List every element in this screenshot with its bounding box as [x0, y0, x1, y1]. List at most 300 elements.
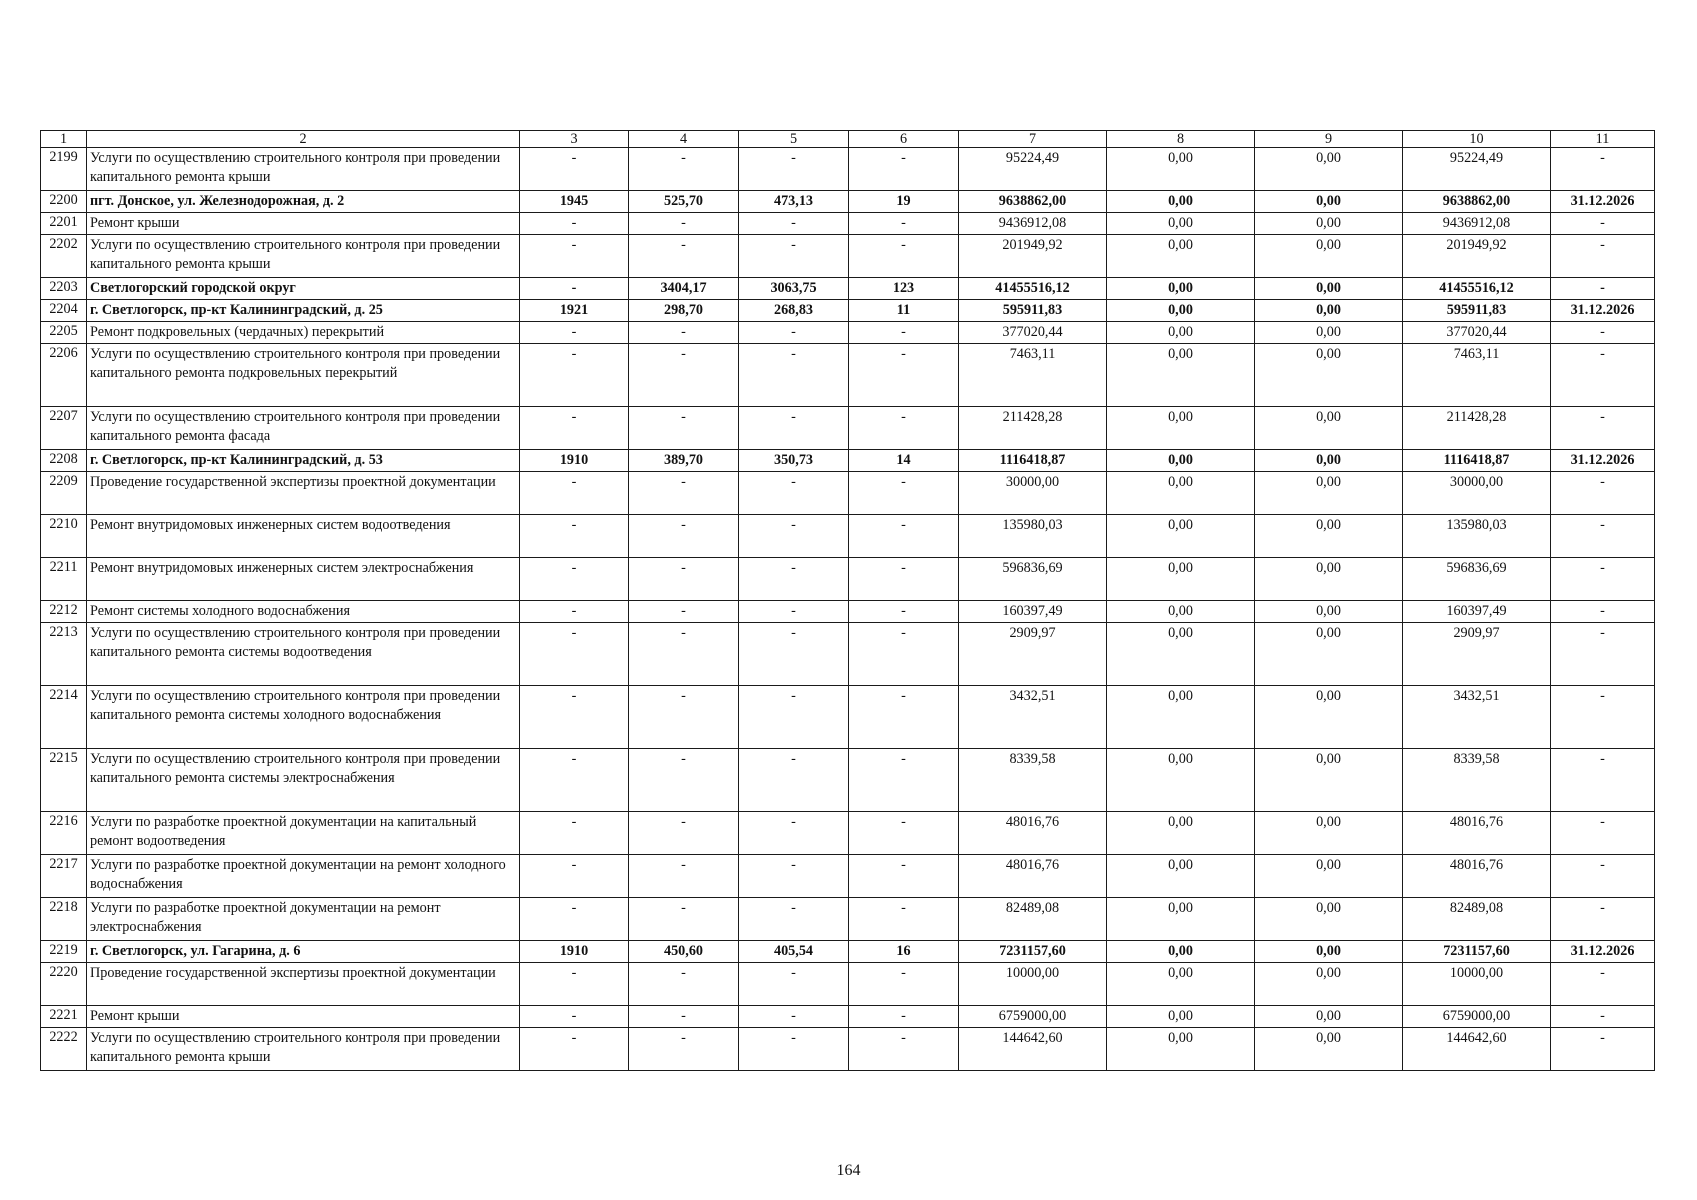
- residents-cell: -: [849, 855, 959, 898]
- subsidy-cell: 0,00: [1255, 558, 1403, 601]
- area-total-cell: -: [629, 235, 739, 278]
- area-total-cell: -: [629, 1006, 739, 1028]
- owner-funds-cell: 211428,28: [1403, 407, 1551, 450]
- fund-cell: 0,00: [1107, 963, 1255, 1006]
- row-index-cell: 2220: [41, 963, 87, 1006]
- row-index-cell: 2222: [41, 1028, 87, 1071]
- owner-funds-cell: 377020,44: [1403, 322, 1551, 344]
- year-cell: -: [520, 558, 629, 601]
- fund-cell: 0,00: [1107, 472, 1255, 515]
- table-row: [41, 407, 1655, 450]
- area-living-cell: -: [739, 558, 849, 601]
- deadline-cell: -: [1551, 812, 1655, 855]
- deadline-cell: 31.12.2026: [1551, 300, 1655, 322]
- row-index-cell: 2207: [41, 407, 87, 450]
- area-total-cell: 389,70: [629, 450, 739, 472]
- area-living-cell: -: [739, 213, 849, 235]
- subsidy-cell: 0,00: [1255, 686, 1403, 749]
- total-cost-cell: 30000,00: [959, 472, 1107, 515]
- area-living-cell: -: [739, 1006, 849, 1028]
- area-living-cell: -: [739, 686, 849, 749]
- owner-funds-cell: 8339,58: [1403, 749, 1551, 812]
- deadline-cell: -: [1551, 344, 1655, 407]
- table-row: [41, 450, 1655, 472]
- fund-cell: 0,00: [1107, 623, 1255, 686]
- subsidy-cell: 0,00: [1255, 963, 1403, 1006]
- fund-cell: 0,00: [1107, 686, 1255, 749]
- description-cell: Услуги по разработке проектной документации на ремонт электроснабжения: [87, 898, 520, 941]
- description-cell: Услуги по осуществлению строительного контроля при проведении капитального ремонта системы электроснабжения: [87, 749, 520, 812]
- area-living-cell: -: [739, 601, 849, 623]
- description-cell: Услуги по осуществлению строительного контроля при проведении капитального ремонта крыши: [87, 148, 520, 191]
- year-cell: -: [520, 1006, 629, 1028]
- description-cell: Ремонт внутридомовых инженерных систем водоотведения: [87, 515, 520, 558]
- area-living-cell: 268,83: [739, 300, 849, 322]
- area-total-cell: -: [629, 148, 739, 191]
- total-cost-cell: 135980,03: [959, 515, 1107, 558]
- residents-cell: -: [849, 558, 959, 601]
- description-cell: г. Светлогорск, пр-кт Калининградский, д. 25: [87, 300, 520, 322]
- total-cost-cell: 95224,49: [959, 148, 1107, 191]
- fund-cell: 0,00: [1107, 898, 1255, 941]
- total-cost-cell: 9638862,00: [959, 191, 1107, 213]
- fund-cell: 0,00: [1107, 322, 1255, 344]
- description-cell: Услуги по осуществлению строительного контроля при проведении капитального ремонта системы водоотведения: [87, 623, 520, 686]
- residents-cell: -: [849, 472, 959, 515]
- description-cell: Услуги по осуществлению строительного контроля при проведении капитального ремонта подкровельных перекрытий: [87, 344, 520, 407]
- fund-cell: 0,00: [1107, 941, 1255, 963]
- subsidy-cell: 0,00: [1255, 213, 1403, 235]
- total-cost-cell: 377020,44: [959, 322, 1107, 344]
- fund-cell: 0,00: [1107, 450, 1255, 472]
- owner-funds-cell: 48016,76: [1403, 812, 1551, 855]
- deadline-cell: -: [1551, 558, 1655, 601]
- owner-funds-cell: 6759000,00: [1403, 1006, 1551, 1028]
- deadline-cell: -: [1551, 322, 1655, 344]
- table-row: [41, 322, 1655, 344]
- row-index-cell: 2210: [41, 515, 87, 558]
- subsidy-cell: 0,00: [1255, 1006, 1403, 1028]
- owner-funds-cell: 160397,49: [1403, 601, 1551, 623]
- row-index-cell: 2199: [41, 148, 87, 191]
- description-cell: Ремонт крыши: [87, 1006, 520, 1028]
- table-row: [41, 812, 1655, 855]
- fund-cell: 0,00: [1107, 407, 1255, 450]
- deadline-cell: -: [1551, 213, 1655, 235]
- area-total-cell: -: [629, 515, 739, 558]
- owner-funds-cell: 7463,11: [1403, 344, 1551, 407]
- header-cell: 10: [1403, 131, 1551, 148]
- year-cell: -: [520, 515, 629, 558]
- subsidy-cell: 0,00: [1255, 1028, 1403, 1071]
- owner-funds-cell: 1116418,87: [1403, 450, 1551, 472]
- description-cell: Светлогорский городской округ: [87, 278, 520, 300]
- total-cost-cell: 596836,69: [959, 558, 1107, 601]
- fund-cell: 0,00: [1107, 855, 1255, 898]
- row-index-cell: 2204: [41, 300, 87, 322]
- description-cell: Услуги по разработке проектной документации на капитальный ремонт водоотведения: [87, 812, 520, 855]
- subsidy-cell: 0,00: [1255, 322, 1403, 344]
- subsidy-cell: 0,00: [1255, 941, 1403, 963]
- area-living-cell: -: [739, 344, 849, 407]
- table-row: [41, 855, 1655, 898]
- year-cell: -: [520, 898, 629, 941]
- area-total-cell: -: [629, 898, 739, 941]
- row-index-cell: 2214: [41, 686, 87, 749]
- area-living-cell: -: [739, 812, 849, 855]
- area-living-cell: 3063,75: [739, 278, 849, 300]
- owner-funds-cell: 10000,00: [1403, 963, 1551, 1006]
- row-index-cell: 2206: [41, 344, 87, 407]
- subsidy-cell: 0,00: [1255, 472, 1403, 515]
- description-cell: Услуги по осуществлению строительного контроля при проведении капитального ремонта системы холодного водоснабжения: [87, 686, 520, 749]
- residents-cell: -: [849, 601, 959, 623]
- owner-funds-cell: 135980,03: [1403, 515, 1551, 558]
- fund-cell: 0,00: [1107, 601, 1255, 623]
- residents-cell: 14: [849, 450, 959, 472]
- table-row: [41, 558, 1655, 601]
- residents-cell: -: [849, 344, 959, 407]
- description-cell: Ремонт крыши: [87, 213, 520, 235]
- table-row: [41, 1028, 1655, 1071]
- column-number-header: [41, 131, 1655, 148]
- deadline-cell: -: [1551, 472, 1655, 515]
- description-cell: Услуги по осуществлению строительного контроля при проведении капитального ремонта крыши: [87, 235, 520, 278]
- fund-cell: 0,00: [1107, 278, 1255, 300]
- row-index-cell: 2216: [41, 812, 87, 855]
- subsidy-cell: 0,00: [1255, 515, 1403, 558]
- year-cell: 1910: [520, 450, 629, 472]
- total-cost-cell: 211428,28: [959, 407, 1107, 450]
- row-index-cell: 2203: [41, 278, 87, 300]
- row-index-cell: 2215: [41, 749, 87, 812]
- area-total-cell: -: [629, 812, 739, 855]
- area-total-cell: -: [629, 963, 739, 1006]
- residents-cell: -: [849, 148, 959, 191]
- area-total-cell: -: [629, 472, 739, 515]
- owner-funds-cell: 41455516,12: [1403, 278, 1551, 300]
- description-cell: г. Светлогорск, ул. Гагарина, д. 6: [87, 941, 520, 963]
- table-row: [41, 235, 1655, 278]
- residents-cell: -: [849, 1006, 959, 1028]
- deadline-cell: -: [1551, 601, 1655, 623]
- row-index-cell: 2219: [41, 941, 87, 963]
- residents-cell: -: [849, 686, 959, 749]
- deadline-cell: -: [1551, 898, 1655, 941]
- year-cell: 1921: [520, 300, 629, 322]
- area-living-cell: 473,13: [739, 191, 849, 213]
- total-cost-cell: 48016,76: [959, 812, 1107, 855]
- residents-cell: 123: [849, 278, 959, 300]
- description-cell: Проведение государственной экспертизы проектной документации: [87, 963, 520, 1006]
- residents-cell: 16: [849, 941, 959, 963]
- table-row: [41, 278, 1655, 300]
- description-cell: Проведение государственной экспертизы проектной документации: [87, 472, 520, 515]
- area-total-cell: 525,70: [629, 191, 739, 213]
- area-total-cell: -: [629, 749, 739, 812]
- fund-cell: 0,00: [1107, 812, 1255, 855]
- table-row: [41, 601, 1655, 623]
- area-living-cell: -: [739, 515, 849, 558]
- year-cell: 1945: [520, 191, 629, 213]
- area-total-cell: 450,60: [629, 941, 739, 963]
- area-living-cell: -: [739, 963, 849, 1006]
- area-total-cell: -: [629, 322, 739, 344]
- residents-cell: -: [849, 749, 959, 812]
- total-cost-cell: 160397,49: [959, 601, 1107, 623]
- owner-funds-cell: 48016,76: [1403, 855, 1551, 898]
- residents-cell: -: [849, 235, 959, 278]
- area-living-cell: -: [739, 623, 849, 686]
- description-cell: Услуги по разработке проектной документации на ремонт холодного водоснабжения: [87, 855, 520, 898]
- subsidy-cell: 0,00: [1255, 191, 1403, 213]
- header-cell: 3: [520, 131, 629, 148]
- total-cost-cell: 2909,97: [959, 623, 1107, 686]
- deadline-cell: -: [1551, 1028, 1655, 1071]
- owner-funds-cell: 9436912,08: [1403, 213, 1551, 235]
- year-cell: -: [520, 812, 629, 855]
- fund-cell: 0,00: [1107, 344, 1255, 407]
- owner-funds-cell: 7231157,60: [1403, 941, 1551, 963]
- owner-funds-cell: 95224,49: [1403, 148, 1551, 191]
- row-index-cell: 2202: [41, 235, 87, 278]
- year-cell: 1910: [520, 941, 629, 963]
- residents-cell: -: [849, 515, 959, 558]
- total-cost-cell: 144642,60: [959, 1028, 1107, 1071]
- year-cell: -: [520, 601, 629, 623]
- table-row: [41, 941, 1655, 963]
- owner-funds-cell: 595911,83: [1403, 300, 1551, 322]
- area-total-cell: -: [629, 213, 739, 235]
- year-cell: -: [520, 1028, 629, 1071]
- description-cell: пгт. Донское, ул. Железнодорожная, д. 2: [87, 191, 520, 213]
- program-table-sheet: [40, 130, 1655, 1071]
- table-row: [41, 472, 1655, 515]
- fund-cell: 0,00: [1107, 213, 1255, 235]
- table-row: [41, 963, 1655, 1006]
- owner-funds-cell: 9638862,00: [1403, 191, 1551, 213]
- subsidy-cell: 0,00: [1255, 855, 1403, 898]
- header-cell: 6: [849, 131, 959, 148]
- fund-cell: 0,00: [1107, 749, 1255, 812]
- area-total-cell: -: [629, 601, 739, 623]
- area-living-cell: -: [739, 407, 849, 450]
- table-row: [41, 148, 1655, 191]
- residents-cell: -: [849, 1028, 959, 1071]
- year-cell: -: [520, 472, 629, 515]
- year-cell: -: [520, 322, 629, 344]
- area-total-cell: -: [629, 1028, 739, 1071]
- subsidy-cell: 0,00: [1255, 407, 1403, 450]
- header-cell: 2: [87, 131, 520, 148]
- header-cell: 5: [739, 131, 849, 148]
- fund-cell: 0,00: [1107, 300, 1255, 322]
- subsidy-cell: 0,00: [1255, 235, 1403, 278]
- area-living-cell: -: [739, 855, 849, 898]
- subsidy-cell: 0,00: [1255, 450, 1403, 472]
- row-index-cell: 2201: [41, 213, 87, 235]
- subsidy-cell: 0,00: [1255, 601, 1403, 623]
- deadline-cell: -: [1551, 148, 1655, 191]
- row-index-cell: 2209: [41, 472, 87, 515]
- total-cost-cell: 9436912,08: [959, 213, 1107, 235]
- subsidy-cell: 0,00: [1255, 148, 1403, 191]
- subsidy-cell: 0,00: [1255, 623, 1403, 686]
- residents-cell: -: [849, 812, 959, 855]
- header-cell: 11: [1551, 131, 1655, 148]
- fund-cell: 0,00: [1107, 1028, 1255, 1071]
- description-cell: Ремонт внутридомовых инженерных систем электроснабжения: [87, 558, 520, 601]
- year-cell: -: [520, 855, 629, 898]
- table-row: [41, 749, 1655, 812]
- year-cell: -: [520, 344, 629, 407]
- repair-program-table: [40, 130, 1655, 1071]
- description-cell: Ремонт подкровельных (чердачных) перекрытий: [87, 322, 520, 344]
- fund-cell: 0,00: [1107, 191, 1255, 213]
- area-total-cell: 298,70: [629, 300, 739, 322]
- year-cell: -: [520, 623, 629, 686]
- area-total-cell: 3404,17: [629, 278, 739, 300]
- subsidy-cell: 0,00: [1255, 300, 1403, 322]
- fund-cell: 0,00: [1107, 558, 1255, 601]
- page-number: 164: [836, 1162, 861, 1179]
- residents-cell: 11: [849, 300, 959, 322]
- row-index-cell: 2205: [41, 322, 87, 344]
- total-cost-cell: 8339,58: [959, 749, 1107, 812]
- area-living-cell: -: [739, 322, 849, 344]
- total-cost-cell: 6759000,00: [959, 1006, 1107, 1028]
- residents-cell: -: [849, 963, 959, 1006]
- residents-cell: -: [849, 407, 959, 450]
- row-index-cell: 2200: [41, 191, 87, 213]
- deadline-cell: -: [1551, 515, 1655, 558]
- area-total-cell: -: [629, 623, 739, 686]
- year-cell: -: [520, 686, 629, 749]
- area-total-cell: -: [629, 344, 739, 407]
- header-cell: 7: [959, 131, 1107, 148]
- total-cost-cell: 3432,51: [959, 686, 1107, 749]
- year-cell: -: [520, 278, 629, 300]
- table-row: [41, 1006, 1655, 1028]
- subsidy-cell: 0,00: [1255, 749, 1403, 812]
- area-living-cell: 350,73: [739, 450, 849, 472]
- header-cell: 8: [1107, 131, 1255, 148]
- subsidy-cell: 0,00: [1255, 344, 1403, 407]
- total-cost-cell: 595911,83: [959, 300, 1107, 322]
- total-cost-cell: 48016,76: [959, 855, 1107, 898]
- area-total-cell: -: [629, 407, 739, 450]
- owner-funds-cell: 144642,60: [1403, 1028, 1551, 1071]
- owner-funds-cell: 201949,92: [1403, 235, 1551, 278]
- area-total-cell: -: [629, 686, 739, 749]
- table-row: [41, 898, 1655, 941]
- total-cost-cell: 1116418,87: [959, 450, 1107, 472]
- deadline-cell: -: [1551, 407, 1655, 450]
- subsidy-cell: 0,00: [1255, 278, 1403, 300]
- residents-cell: 19: [849, 191, 959, 213]
- area-living-cell: -: [739, 235, 849, 278]
- table-row: [41, 686, 1655, 749]
- table-body: [41, 148, 1655, 1071]
- row-index-cell: 2211: [41, 558, 87, 601]
- owner-funds-cell: 3432,51: [1403, 686, 1551, 749]
- residents-cell: -: [849, 623, 959, 686]
- deadline-cell: -: [1551, 855, 1655, 898]
- fund-cell: 0,00: [1107, 235, 1255, 278]
- deadline-cell: 31.12.2026: [1551, 941, 1655, 963]
- deadline-cell: 31.12.2026: [1551, 450, 1655, 472]
- deadline-cell: -: [1551, 963, 1655, 1006]
- year-cell: -: [520, 213, 629, 235]
- deadline-cell: -: [1551, 278, 1655, 300]
- row-index-cell: 2218: [41, 898, 87, 941]
- row-index-cell: 2217: [41, 855, 87, 898]
- total-cost-cell: 10000,00: [959, 963, 1107, 1006]
- owner-funds-cell: 30000,00: [1403, 472, 1551, 515]
- area-living-cell: -: [739, 749, 849, 812]
- deadline-cell: -: [1551, 749, 1655, 812]
- description-cell: Услуги по осуществлению строительного контроля при проведении капитального ремонта крыши: [87, 1028, 520, 1071]
- subsidy-cell: 0,00: [1255, 898, 1403, 941]
- table-row: [41, 623, 1655, 686]
- owner-funds-cell: 2909,97: [1403, 623, 1551, 686]
- deadline-cell: -: [1551, 623, 1655, 686]
- table-row: [41, 191, 1655, 213]
- table-row: [41, 344, 1655, 407]
- table-row: [41, 515, 1655, 558]
- deadline-cell: 31.12.2026: [1551, 191, 1655, 213]
- total-cost-cell: 41455516,12: [959, 278, 1107, 300]
- total-cost-cell: 7231157,60: [959, 941, 1107, 963]
- fund-cell: 0,00: [1107, 1006, 1255, 1028]
- deadline-cell: -: [1551, 1006, 1655, 1028]
- row-index-cell: 2208: [41, 450, 87, 472]
- header-cell: 4: [629, 131, 739, 148]
- year-cell: -: [520, 963, 629, 1006]
- row-index-cell: 2221: [41, 1006, 87, 1028]
- description-cell: Ремонт системы холодного водоснабжения: [87, 601, 520, 623]
- area-total-cell: -: [629, 855, 739, 898]
- owner-funds-cell: 82489,08: [1403, 898, 1551, 941]
- area-total-cell: -: [629, 558, 739, 601]
- year-cell: -: [520, 235, 629, 278]
- year-cell: -: [520, 148, 629, 191]
- description-cell: Услуги по осуществлению строительного контроля при проведении капитального ремонта фасада: [87, 407, 520, 450]
- area-living-cell: 405,54: [739, 941, 849, 963]
- residents-cell: -: [849, 213, 959, 235]
- row-index-cell: 2213: [41, 623, 87, 686]
- deadline-cell: -: [1551, 686, 1655, 749]
- area-living-cell: -: [739, 148, 849, 191]
- header-cell: 1: [41, 131, 87, 148]
- total-cost-cell: 201949,92: [959, 235, 1107, 278]
- year-cell: -: [520, 749, 629, 812]
- description-cell: г. Светлогорск, пр-кт Калининградский, д. 53: [87, 450, 520, 472]
- residents-cell: -: [849, 898, 959, 941]
- fund-cell: 0,00: [1107, 148, 1255, 191]
- table-row: [41, 213, 1655, 235]
- header-cell: 9: [1255, 131, 1403, 148]
- fund-cell: 0,00: [1107, 515, 1255, 558]
- area-living-cell: -: [739, 898, 849, 941]
- area-living-cell: -: [739, 472, 849, 515]
- owner-funds-cell: 596836,69: [1403, 558, 1551, 601]
- year-cell: -: [520, 407, 629, 450]
- deadline-cell: -: [1551, 235, 1655, 278]
- area-living-cell: -: [739, 1028, 849, 1071]
- row-index-cell: 2212: [41, 601, 87, 623]
- total-cost-cell: 7463,11: [959, 344, 1107, 407]
